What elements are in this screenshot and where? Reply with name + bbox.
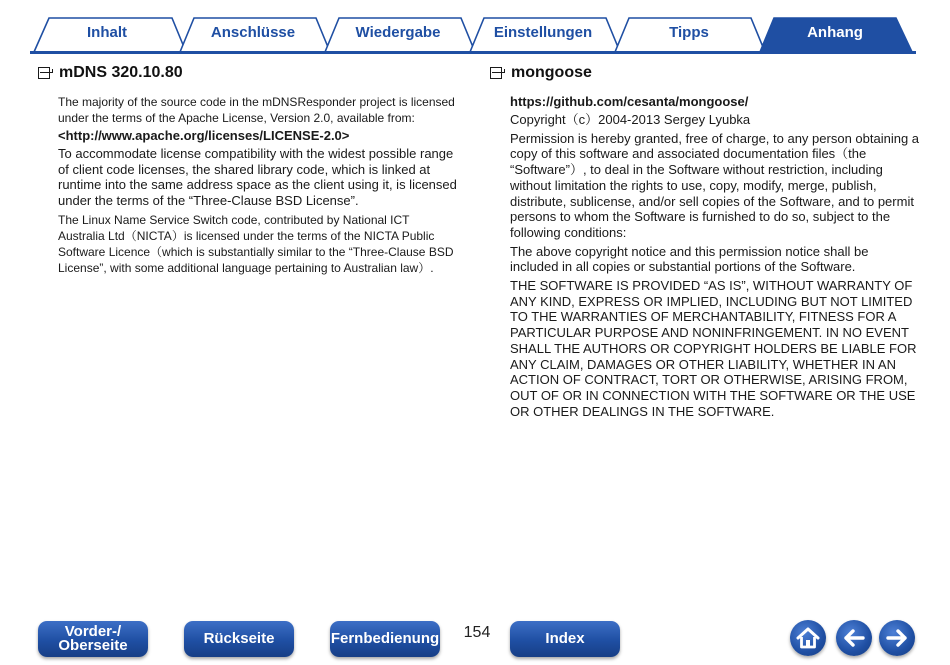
section-body	[510, 94, 920, 419]
section-title: mDNS 320.10.80	[59, 64, 183, 81]
copyright-line: Copyright（c）2004-2013 Sergey Lyubka	[510, 112, 751, 127]
page-number: 154	[463, 624, 491, 641]
checkbox-icon	[490, 67, 502, 79]
paragraph: The above copyright notice and this permission notice shall be included in all copies or substantial portions of the Software.	[510, 243, 869, 275]
paragraph: The Linux Name Service Switch code, contributed by National ICT Australia Ltd（NICTA）is licensed under the terms of the NICTA Public Software Licence（which is substantially similar to the “Three-Clause BSD License”, with some additional language pertaining to Australian law）.	[58, 212, 454, 275]
paragraph: To accommodate license compatibility with the widest possible range of client code licenses, the shared library code, which is linked at runtime into the same address space as the client using it, is licensed under the terms of the “Three-Clause BSD License”.	[58, 146, 457, 209]
section-header	[38, 62, 458, 84]
front-top-button[interactable]	[38, 621, 148, 657]
paragraph: Permission is hereby granted, free of charge, to any person obtaining a copy of this software and associated documentation files（the “Software”）, to deal in the Software without restriction, including without limitation the rights to use, copy, modify, merge, publish, distribute, sublicense, and/or sell copies of the Software, and to permit persons to whom the Software is furnished to do so, subject to the following conditions:	[510, 130, 920, 240]
index-button[interactable]: Index	[510, 621, 620, 657]
tab-bar	[0, 0, 950, 56]
section-title: mongoose	[511, 64, 592, 81]
section-body	[58, 94, 458, 276]
section-mongoose	[490, 62, 920, 422]
tab-einstellungen[interactable]: Einstellungen	[493, 24, 593, 41]
tab-anhang[interactable]: Anhang	[807, 24, 863, 41]
paragraph: The majority of the source code in the mDNSResponder project is licensed under the terms of the Apache License, Version 2.0, available from:	[58, 95, 455, 125]
front-top-label-1: Vorder-/	[64, 623, 122, 640]
tab-inhalt[interactable]: Inhalt	[87, 24, 127, 41]
checkbox-icon	[38, 67, 50, 79]
home-button[interactable]	[790, 620, 826, 656]
section-mdns	[38, 62, 458, 278]
arrow-right-icon	[879, 620, 915, 656]
github-link: https://github.com/cesanta/mongoose/	[510, 94, 749, 109]
section-header	[490, 62, 920, 84]
rear-button[interactable]: Rückseite	[184, 621, 294, 657]
paragraph: THE SOFTWARE IS PROVIDED “AS IS”, WITHOUT WARRANTY OF ANY KIND, EXPRESS OR IMPLIED, INCLUDING BUT NOT LIMITED TO THE WARRANTIES OF MERCHANTABILITY, FITNESS FOR A PARTICULAR PURPOSE AND NONINFRINGEMENT. IN NO EVENT SHALL THE AUTHORS OR COPYRIGHT HOLDERS BE LIABLE FOR ANY CLAIM, DAMAGES OR OTHER LIABILITY, WHETHER IN AN ACTION OF CONTRACT, TORT OR OTHERWISE, ARISING FROM, OUT OF OR IN CONNECTION WITH THE SOFTWARE OR THE USE OR OTHER DEALINGS IN THE SOFTWARE.	[510, 278, 917, 419]
license-link: <http://www.apache.org/licenses/LICENSE-2.0>	[58, 128, 350, 143]
next-button[interactable]	[879, 620, 915, 656]
home-icon	[790, 620, 826, 656]
front-top-label-2: Oberseite	[58, 637, 128, 654]
tab-anschluesse[interactable]: Anschlüsse	[210, 24, 296, 41]
tab-tipps[interactable]: Tipps	[669, 24, 709, 41]
arrow-left-icon	[836, 620, 872, 656]
prev-button[interactable]	[836, 620, 872, 656]
tab-wiedergabe[interactable]: Wiedergabe	[355, 24, 441, 41]
remote-button[interactable]: Fernbedienung	[330, 621, 440, 657]
